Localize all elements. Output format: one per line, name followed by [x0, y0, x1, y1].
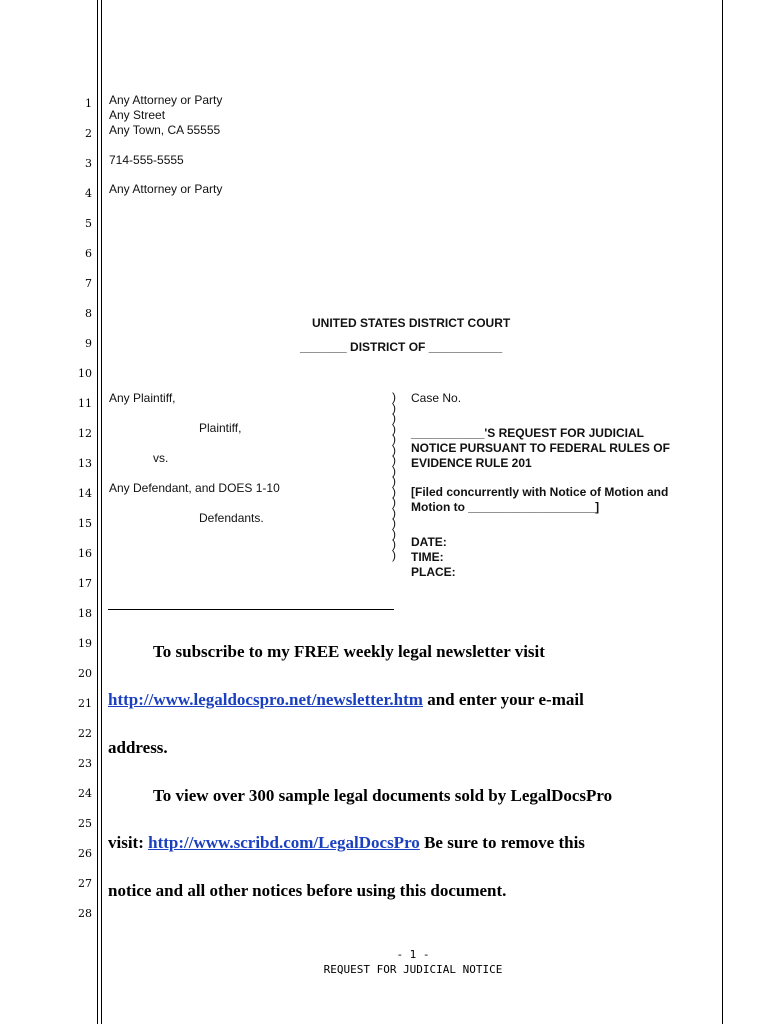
notice-line-3: address. — [108, 738, 168, 757]
line-number: 26 — [78, 847, 92, 860]
attorney-name: Any Attorney or Party — [109, 93, 223, 107]
court-name: UNITED STATES DISTRICT COURT — [312, 316, 511, 330]
line-number: 22 — [78, 727, 92, 740]
hearing-place-label: PLACE: — [411, 565, 456, 579]
notice-line-1: To subscribe to my FREE weekly legal newsletter visit — [153, 642, 545, 661]
line-number: 4 — [85, 187, 92, 200]
line-number: 18 — [78, 607, 92, 620]
scribd-link[interactable]: http://www.scribd.com/LegalDocsPro — [148, 833, 420, 852]
document-title-line2: NOTICE PURSUANT TO FEDERAL RULES OF — [411, 441, 670, 455]
notice-line-2-rest: and enter your e-mail — [422, 690, 584, 709]
notice-line-6: notice and all other notices before using this document. — [108, 881, 507, 900]
caption-paren-column: ) ) ) ) ) ) ) ) ) ) ) ) ) ) ) ) — [392, 390, 396, 562]
page-number: - 1 - — [396, 948, 430, 961]
line-number: 2 — [85, 127, 92, 140]
hearing-time-label: TIME: — [411, 550, 444, 564]
line-number: 1 — [85, 97, 92, 110]
notice-line-5-rest: Be sure to remove this — [419, 833, 585, 852]
line-number: 21 — [78, 697, 92, 710]
attorney-phone: 714-555-5555 — [109, 153, 184, 167]
versus-label: vs. — [153, 451, 169, 465]
line-number: 25 — [78, 817, 92, 830]
defendant-label: Defendants. — [199, 511, 264, 525]
document-title-line3: EVIDENCE RULE 201 — [411, 456, 532, 470]
caption-divider — [108, 609, 394, 610]
line-number: 11 — [78, 397, 92, 410]
attorney-city: Any Town, CA 55555 — [109, 123, 221, 137]
notice-line-5 — [108, 833, 585, 853]
right-margin-rule — [722, 0, 723, 1024]
attorney-for-party: Any Attorney or Party — [109, 182, 223, 196]
line-number: 7 — [85, 277, 92, 290]
line-number: 19 — [78, 637, 92, 650]
line-number: 10 — [78, 367, 92, 380]
notice-line-2 — [108, 690, 584, 710]
line-number: 14 — [78, 487, 92, 500]
court-district: _______ DISTRICT OF ___________ — [300, 340, 503, 354]
attorney-street: Any Street — [109, 108, 166, 122]
line-number: 27 — [78, 877, 92, 890]
line-number: 6 — [85, 247, 92, 260]
footer-title: REQUEST FOR JUDICIAL NOTICE — [323, 963, 503, 976]
line-number: 28 — [78, 907, 92, 920]
left-margin-rule-outer — [97, 0, 98, 1024]
left-margin-rule-inner — [101, 0, 102, 1024]
line-number: 17 — [78, 577, 92, 590]
filed-concurrently-line2: Motion to ___________________] — [411, 500, 600, 514]
line-number: 16 — [78, 547, 92, 560]
case-number-label: Case No. — [411, 391, 462, 405]
line-number: 5 — [85, 217, 92, 230]
line-number: 12 — [78, 427, 92, 440]
line-number: 13 — [78, 457, 92, 470]
hearing-date-label: DATE: — [411, 535, 447, 549]
line-number: 20 — [78, 667, 92, 680]
line-number: 23 — [78, 757, 92, 770]
newsletter-link[interactable]: http://www.legaldocspro.net/newsletter.htm — [108, 690, 423, 709]
notice-line-5-prefix: visit: — [108, 833, 149, 852]
plaintiff-name: Any Plaintiff, — [109, 391, 176, 405]
line-number: 9 — [85, 337, 92, 350]
line-number: 15 — [78, 517, 92, 530]
filed-concurrently-line1: [Filed concurrently with Notice of Motion and — [411, 485, 669, 499]
line-number: 24 — [78, 787, 92, 800]
defendant-name: Any Defendant, and DOES 1-10 — [109, 481, 280, 495]
line-number: 3 — [85, 157, 92, 170]
plaintiff-label: Plaintiff, — [199, 421, 242, 435]
notice-line-4: To view over 300 sample legal documents sold by LegalDocsPro — [153, 786, 613, 805]
line-number: 8 — [85, 307, 92, 320]
document-title-line1: ___________'S REQUEST FOR JUDICIAL — [411, 426, 644, 440]
